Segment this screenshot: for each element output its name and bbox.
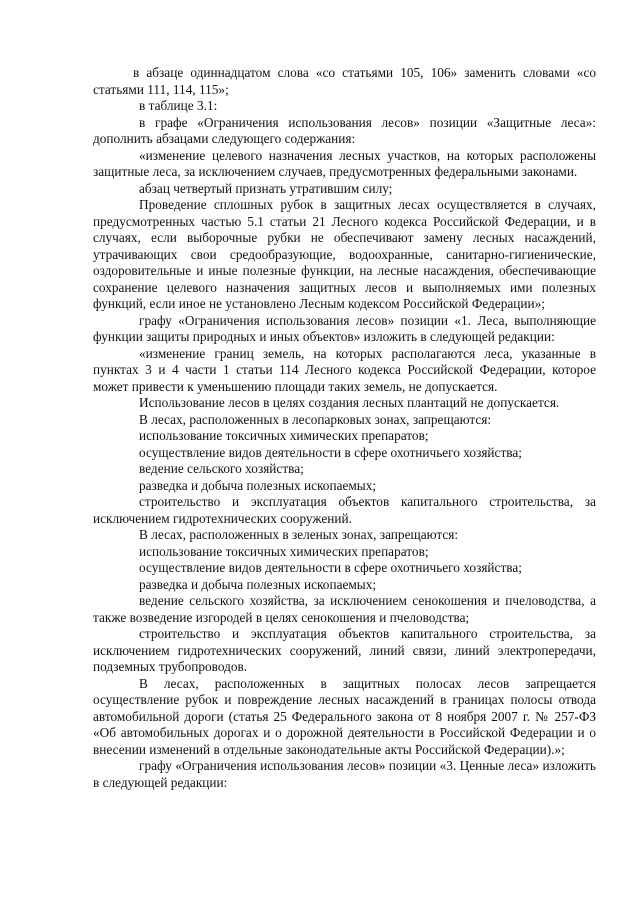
paragraph-23: графу «Ограничения использования лесов» позиции «3. Ценные леса» изложить в следующей редакции: (93, 758, 596, 790)
paragraph-21: строительство и эксплуатация объектов капитального строительства, за исключением гидротехнических сооружений, линий связи, линий электропередачи, подземных трубопроводов. (93, 626, 596, 674)
paragraph-16: В лесах, расположенных в зеленых зонах, запрещаются: (139, 527, 459, 542)
paragraph-13: ведение сельского хозяйства; (139, 461, 304, 476)
paragraph-8: «изменение границ земель, на которых располагаются леса, указанные в пунктах 3 и 4 части 1 статьи 114 Лесного кодекса Российской Федерации, которое может привести к уменьшению площади таких земель, не допускается. (93, 345, 596, 394)
paragraph-4: «изменение целевого назначения лесных участков, на которых расположены защитные леса, за исключением случаев, предусмотренных федеральными законами. (93, 147, 596, 179)
paragraph-10: В лесах, расположенных в лесопарковых зонах, запрещаются: (139, 411, 492, 427)
paragraph-18: осуществление видов деятельности в сфере охотничьего хозяйства; (139, 560, 522, 575)
paragraph-11: использование токсичных химических препаратов; (139, 428, 429, 443)
paragraph-22: В лесах, расположенных в защитных полосах лесов запрещается осуществление рубок и повреждение лесных насаждений в границах полосы отвода автомобильной дороги (статья 25 Федерального закона от 8 ноября 2007 г. № 257-ФЗ «Об автомобильных дорогах и о дорожной деятельности в Российской Федерации и о внесении изменений в отдельные законодательные акты Российской Федерации).»; (93, 675, 596, 757)
paragraph-6: Проведение сплошных рубок в защитных лесах осуществляется в случаях, предусмотренных частью 5.1 статьи 21 Лесного кодекса Российской Федерации, и в случаях, если выборочные рубки не обеспечивают замену лесных насаждений, утрачивающих свои средообразующие, водоохранные, санитарно-гигиенические, оздоровительные и иные полезные функции, на лесные насаждения, обеспечивающие сохранение целевого назначения защитных лесов и выполняемых ими полезных функций, если иное не установлено Лесным кодексом Российской Федерации»; (93, 197, 596, 311)
paragraph-17: использование токсичных химических препаратов; (139, 543, 429, 559)
paragraph-20: ведение сельского хозяйства, за исключением сенокошения и пчеловодства, а также возведение изгородей в целях сенокошения и пчеловодства; (93, 593, 596, 625)
paragraph-14: разведка и добыча полезных ископаемых; (139, 477, 377, 493)
paragraph-1: в абзаце одиннадцатом слова «со статьями 105, 106» заменить словами «со статьями 111, 114, 115»; (93, 65, 596, 97)
paragraph-3: в графе «Ограничения использования лесов» позиции «Защитные леса»: дополнить абзацами следующего содержания: (93, 114, 596, 146)
paragraph-12: осуществление видов деятельности в сфере охотничьего хозяйства; (139, 444, 522, 460)
paragraph-5: абзац четвертый признать утратившим силу; (139, 180, 393, 196)
paragraph-15: строительство и эксплуатация объектов капитального строительства, за исключением гидротехнических сооружений. (93, 494, 596, 526)
paragraph-2: в таблице 3.1: (139, 98, 218, 113)
paragraph-7: графу «Ограничения использования лесов» позиции «1. Леса, выполняющие функции защиты природных и иных объектов» изложить в следующей редакции: (93, 312, 596, 344)
paragraph-19: разведка и добыча полезных ископаемых; (139, 576, 377, 592)
document-page (93, 65, 596, 791)
paragraph-9: Использование лесов в целях создания лесных плантаций не допускается. (139, 395, 560, 410)
